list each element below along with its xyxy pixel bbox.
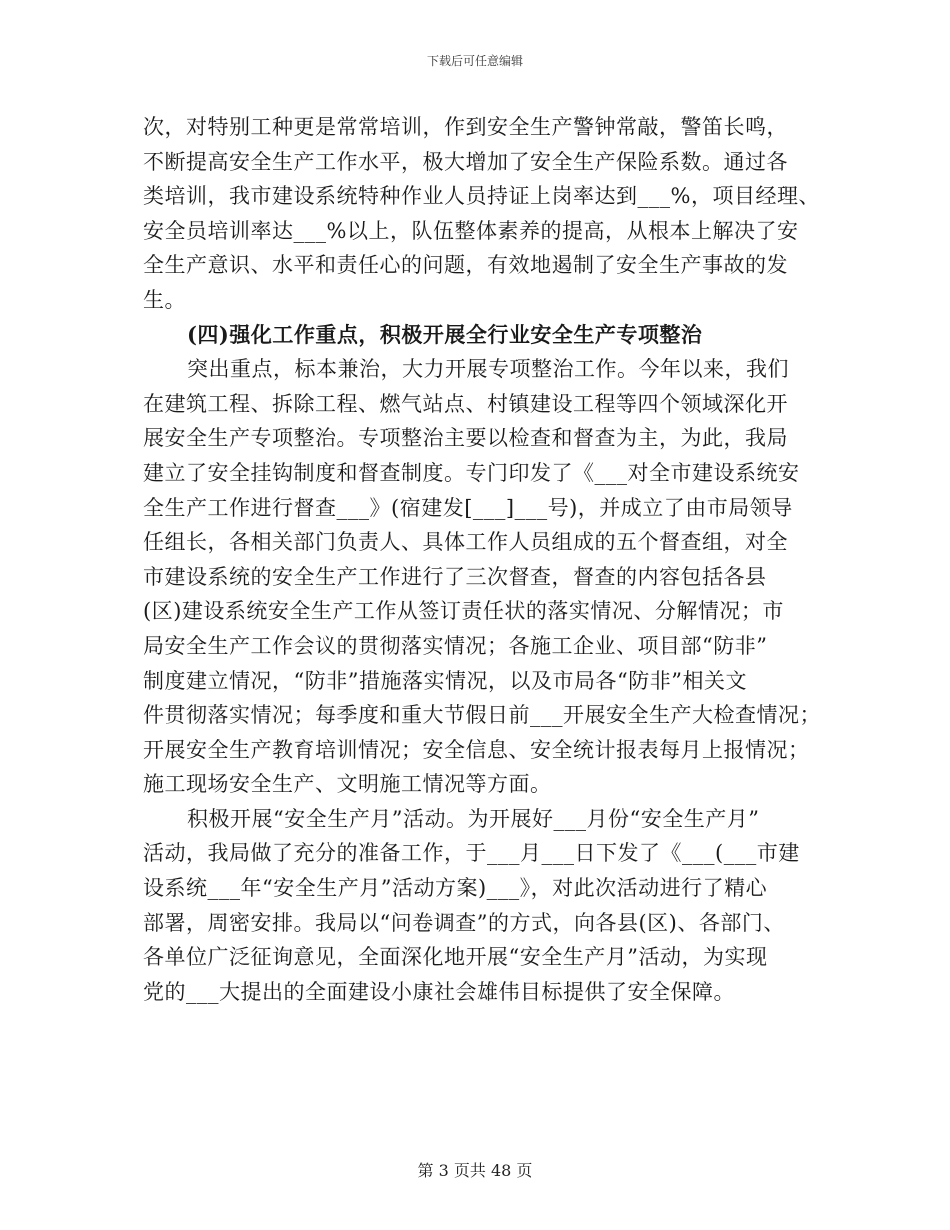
paragraph-line: 部署，周密安排。我局以“问卷调查”的方式，向各县(区)、各部门、: [143, 910, 785, 935]
paragraph-line: 全生产意识、水平和责任心的问题，有效地遏制了安全生产事故的发: [143, 253, 788, 278]
paragraph-line: 展安全生产专项整治。专项整治主要以检查和督查为主，为此，我局: [143, 426, 788, 451]
page-header: 下载后可任意编辑: [426, 54, 523, 68]
paragraph-line: 党的___大提出的全面建设小康社会雄伟目标提供了安全保障。: [143, 979, 735, 1004]
document-body: [143, 110, 823, 1009]
paragraph-line: 建立了安全挂钩制度和督查制度。专门印发了《___对全市建设系统安: [143, 460, 800, 485]
page-footer: 第 3 页共 48 页: [417, 1161, 533, 1180]
paragraph-line: 制度建立情况，“防非”措施落实情况，以及市局各“防非”相关文: [143, 668, 747, 693]
paragraph-line: 生。: [143, 287, 186, 312]
paragraph-line: 设系统___年“安全生产月”活动方案)___》，对此次活动进行了精心: [143, 876, 768, 901]
paragraph-line: 各单位广泛征询意见，全面深化地开展“安全生产月”活动，为实现: [143, 945, 768, 970]
paragraph-line: 件贯彻落实情况；每季度和重大节假日前___开展安全生产大检查情况；: [143, 703, 821, 728]
paragraph-line: 开展安全生产教育培训情况；安全信息、安全统计报表每月上报情况；: [143, 737, 810, 762]
paragraph-line: 突出重点，标本兼治，大力开展专项整治工作。今年以来，我们: [187, 357, 789, 382]
paragraph-line: 全生产工作进行督查___》(宿建发[___]___号)，并成立了由市局领导: [143, 495, 793, 520]
paragraph-line: 局安全生产工作会议的贯彻落实情况；各施工企业、项目部“防非”: [143, 633, 768, 658]
paragraph-line: (区)建设系统安全生产工作从签订责任状的落实情况、分解情况；市: [143, 599, 784, 624]
paragraph-line: 积极开展“安全生产月”活动。为开展好___月份“安全生产月”: [187, 806, 760, 831]
paragraph-line: 在建筑工程、拆除工程、燃气站点、村镇建设工程等四个领域深化开: [143, 391, 788, 416]
paragraph-line: 安全员培训率达___%以上，队伍整体素养的提高，从根本上解决了安: [143, 218, 799, 243]
section-heading: (四)强化工作重点，积极开展全行业安全生产专项整治: [187, 321, 703, 347]
paragraph-line: 施工现场安全生产、文明施工情况等方面。: [143, 772, 552, 797]
paragraph-line: 不断提高安全生产工作水平，极大增加了安全生产保险系数。通过各: [143, 149, 788, 174]
paragraph-line: 活动，我局做了充分的准备工作，于___月___日下发了《___(___市建: [143, 841, 800, 866]
paragraph-line: 市建设系统的安全生产工作进行了三次督查，督查的内容包括各县: [143, 564, 767, 589]
paragraph-line: 类培训，我市建设系统特种作业人员持证上岗率达到___%，项目经理、: [143, 184, 820, 209]
paragraph-line: 次，对特别工种更是常常培训，作到安全生产警钟常敲，警笛长鸣，: [143, 115, 788, 139]
paragraph-line: 任组长，各相关部门负责人、具体工作人员组成的五个督查组，对全: [143, 530, 788, 555]
